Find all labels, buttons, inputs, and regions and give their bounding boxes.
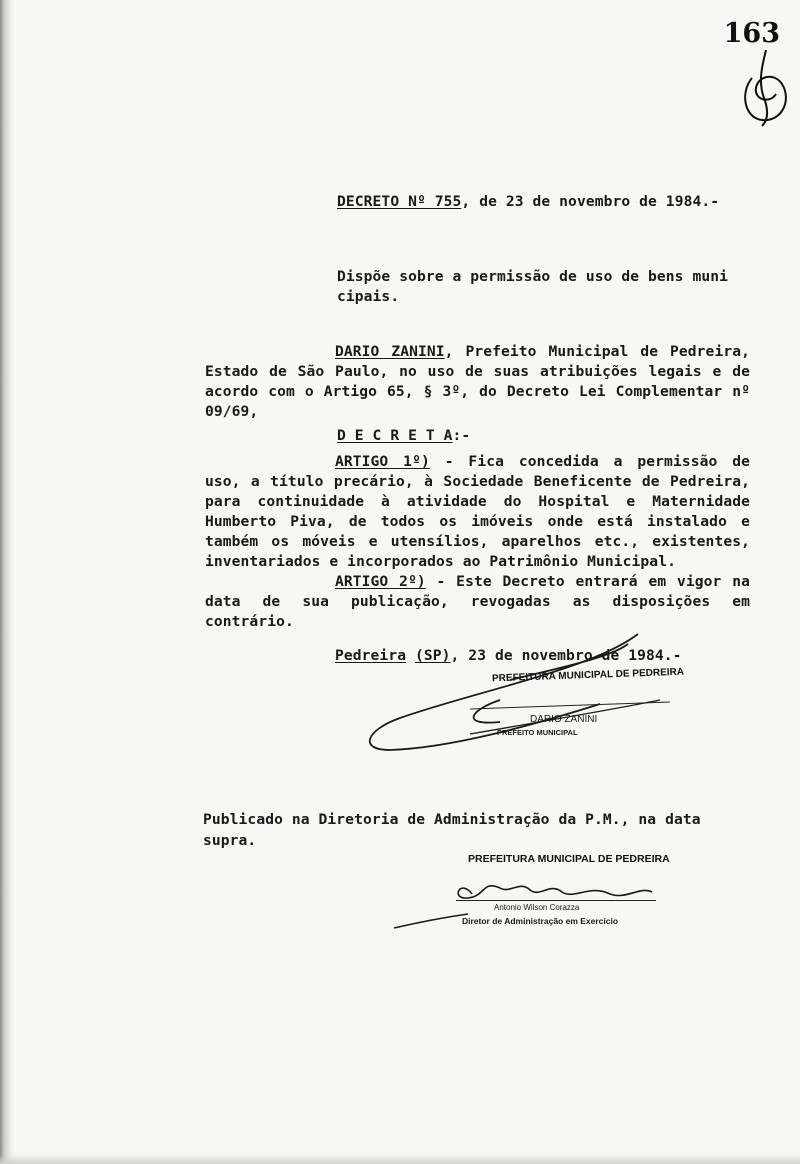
director-signature-line bbox=[456, 900, 656, 901]
preamble-paragraph bbox=[205, 342, 750, 422]
publication-line-2: supra. bbox=[203, 832, 257, 849]
article-1 bbox=[205, 452, 750, 572]
scan-left-edge bbox=[0, 0, 14, 1164]
page-number: 163 bbox=[723, 18, 780, 49]
decreta-suffix: :- bbox=[452, 427, 471, 444]
director-stamp-title: Diretor de Administração em Exercício bbox=[462, 916, 619, 926]
decree-date: , de 23 de novembro de 1984.- bbox=[461, 193, 720, 210]
director-stamp-office: PREFEITURA MUNICIPAL DE PEDREIRA bbox=[468, 853, 670, 865]
summary-line-2: cipais. bbox=[337, 288, 400, 305]
article-1-label: ARTIGO 1º) bbox=[335, 453, 430, 470]
scan-bottom-edge bbox=[0, 1154, 800, 1164]
article-2 bbox=[205, 572, 750, 632]
closing-date: , 23 de novembro de 1984.- bbox=[450, 647, 682, 664]
closing-place: Pedreira bbox=[335, 647, 407, 664]
handwritten-initial-icon bbox=[736, 48, 794, 128]
closing-state: (SP) bbox=[414, 647, 451, 664]
mayor-stamp-title: PREFEITO MUNICIPAL bbox=[497, 728, 578, 737]
summary-line-1: Dispõe sobre a permissão de uso de bens muni bbox=[337, 268, 728, 285]
article-2-text: - Este Decreto entrará em vigor na data de sua publicação, revogadas as disposições em contrário. bbox=[205, 573, 750, 630]
director-stamp-name: Antonio Wilson Corazza bbox=[494, 903, 580, 912]
preamble-text: , Prefeito Municipal de Pedreira, Estado de São Paulo, no uso de suas atribuições legais e de acordo com o Artigo 65, § 3º, do Decreto Lei Complementar nº 09/69, bbox=[205, 343, 750, 420]
article-1-text: - Fica concedida a permissão de uso, a título precário, à Sociedade Beneficente de Pedreira, para continuidade à atividade do Hospital e Maternidade Humberto Piva, de todos os imóveis onde está instalado e também os móveis e utensílios, aparelhos etc., existentes, inventariados e incorporados ao Patrimônio Municipal. bbox=[205, 453, 751, 570]
mayor-name: DARIO ZANINI bbox=[335, 343, 445, 360]
article-2-label: ARTIGO 2º) bbox=[335, 573, 426, 590]
decree-title bbox=[337, 192, 719, 212]
decreta-heading bbox=[337, 426, 470, 446]
mayor-signature-icon bbox=[360, 630, 680, 760]
mayor-stamp-name: DARIO ZANINI bbox=[530, 714, 598, 725]
decree-number: DECRETO Nº 755 bbox=[337, 193, 462, 210]
decreta-word: D E C R E T A bbox=[337, 427, 453, 444]
publication-line-1: Publicado na Diretoria de Administração da P.M., na data bbox=[203, 811, 701, 828]
mayor-stamp-office: PREFEITURA MUNICIPAL DE PEDREIRA bbox=[491, 666, 685, 685]
